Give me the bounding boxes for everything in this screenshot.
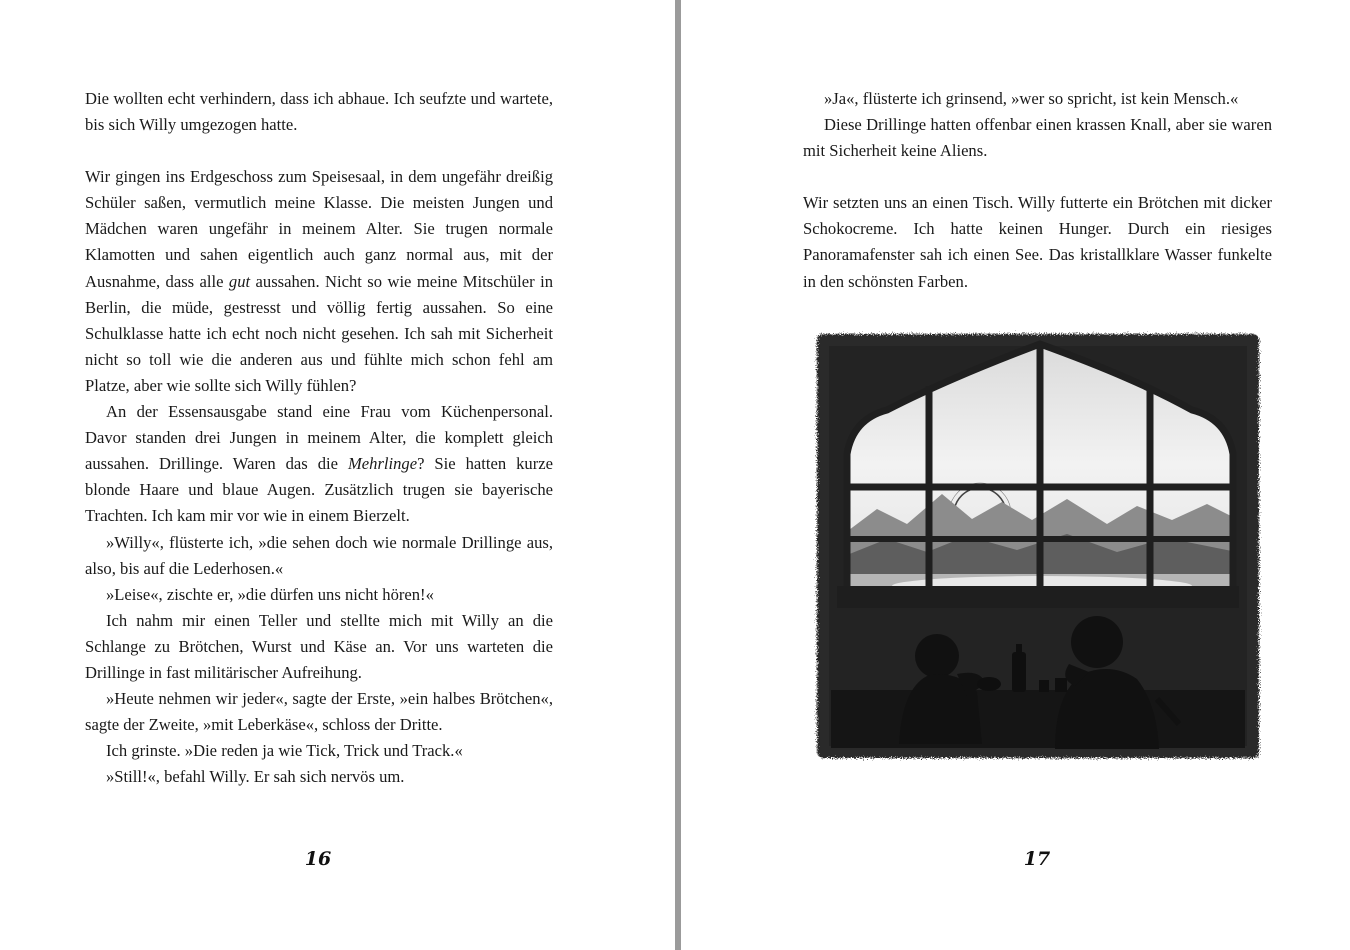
paragraph: »Ja«, flüsterte ich grinsend, »wer so spricht, ist kein Mensch.«: [824, 89, 1239, 108]
left-body-text: [85, 86, 553, 790]
right-page: [681, 0, 1350, 950]
paragraph: Ich grinste. »Die reden ja wie Tick, Trick und Track.«: [106, 741, 463, 761]
paragraph: An der Essensausgabe stand eine Frau vom Küchenpersonal. Davor standen drei Jungen in meinem Alter, die komplett gleich aussahen. Drillinge. Waren das die Mehrlinge? Sie hatten kurze blonde Haare und blaue Augen. Zusätzlich trugen sie bayerische Trachten. Ich kam mir vor wie in einem Bierzelt.: [85, 402, 553, 526]
paragraph: Diese Drillinge hatten offenbar einen krassen Knall, aber sie waren mit Sicherheit keine Aliens.: [803, 115, 1272, 161]
paragraph: »Still!«, befahl Willy. Er sah sich nervös um.: [106, 767, 405, 787]
paragraph: »Leise«, zischte er, »die dürfen uns nicht hören!«: [106, 584, 434, 604]
paragraph: Wir gingen ins Erdgeschoss zum Speisesaal, in dem ungefähr dreißig Schüler saßen, vermutlich meine Klasse. Die meisten Jungen und Mädchen waren ungefähr in meinem Alter. Sie trugen normale Klamotten und sahen eigentlich auch ganz normal aus, mit der Ausnahme, dass alle gut aussahen. Nicht so wie meine Mitschüler in Berlin, die müde, gestresst und völlig fertig aussahen. So eine Schulklasse hatte ich echt noch nicht gesehen. Ich sah mit Sicherheit nicht so toll wie die anderen aus und fühlte mich schon fehl am Platze, aber wie sollte sich Willy fühlen?: [85, 167, 554, 395]
paragraph: Ich nahm mir einen Teller und stellte mich mit Willy an die Schlange zu Brötchen, Wurst und Käse an. Vor uns warteten die Drillinge in fast militärischer Aufreihung.: [85, 610, 553, 682]
window-sill: [837, 586, 1239, 608]
window-illustration: [807, 324, 1269, 768]
page-number-right: 17: [1023, 848, 1051, 870]
emphasized-word: Mehrlinge: [347, 454, 418, 474]
emphasized-word: gut: [228, 271, 251, 291]
page-number-left: 16: [304, 848, 332, 870]
paragraph: Wir setzten uns an einen Tisch. Willy futterte ein Brötchen mit dicker Schokocreme. Ich hatte keinen Hunger. Durch ein riesiges Panoramafenster sah ich einen See. Das kristallklare Wasser funkelte in den schönsten Farben.: [803, 193, 1272, 291]
paragraph: »Heute nehmen wir jeder«, sagte der Erste, »ein halbes Brötchen«, sagte der Zweite, »mit Leberkäse«, schloss der Dritte.: [85, 689, 553, 735]
paragraph: Die wollten echt verhindern, dass ich abhaue. Ich seufzte und wartete, bis sich Willy umgezogen hatte.: [85, 89, 553, 135]
right-body-text: [803, 86, 1272, 295]
table: [831, 690, 1245, 748]
paragraph: »Willy«, flüsterte ich, »die sehen doch wie normale Drillinge aus, also, bis auf die Lederhosen.«: [85, 532, 553, 578]
